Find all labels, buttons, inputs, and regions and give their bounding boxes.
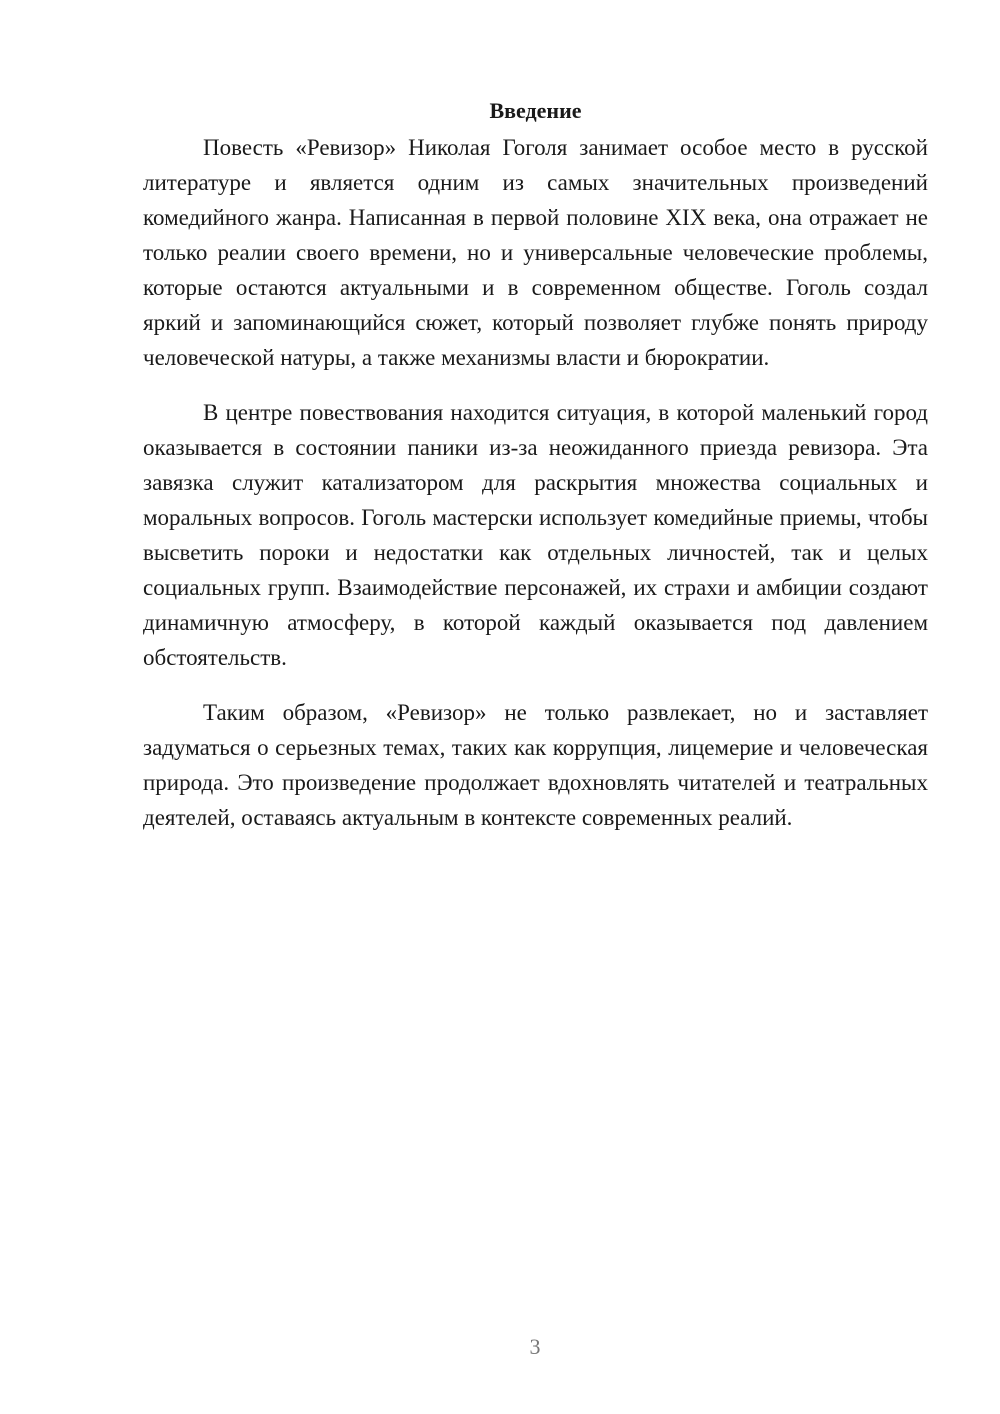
- paragraph-3: Таким образом, «Ревизор» не только развлекает, но и заставляет задуматься о серьезных темах, таких как коррупция, лицемерие и человеческая природа. Это произведение продолжает вдохновлять читателей и театральных деятелей, оставаясь актуальным в контексте современных реалий.: [143, 700, 928, 830]
- paragraph-2: В центре повествования находится ситуация, в которой маленький город оказывается в состоянии паники из-за неожиданного приезда ревизора. Эта завязка служит катализатором для раскрытия множества социальных и моральных вопросов. Гоголь мастерски использует комедийные приемы, чтобы высветить пороки и недостатки как отдельных личностей, так и целых социальных групп. Взаимодействие персонажей, их страхи и амбиции создают динамичную атмосферу, в которой каждый оказывается под давлением обстоятельств.: [143, 400, 928, 670]
- page-content: [143, 96, 928, 855]
- section-heading: Введение: [489, 98, 582, 123]
- page-number: 3: [529, 1334, 541, 1359]
- paragraph-1: Повесть «Ревизор» Николая Гоголя занимает особое место в русской литературе и является одним из самых значительных произведений комедийного жанра. Написанная в первой половине XIX века, она отражает не только реалии своего времени, но и универсальные человеческие проблемы, которые остаются актуальными и в современном обществе. Гоголь создал яркий и запоминающийся сюжет, который позволяет глубже понять природу человеческой натуры, а также механизмы власти и бюрократии.: [143, 135, 928, 370]
